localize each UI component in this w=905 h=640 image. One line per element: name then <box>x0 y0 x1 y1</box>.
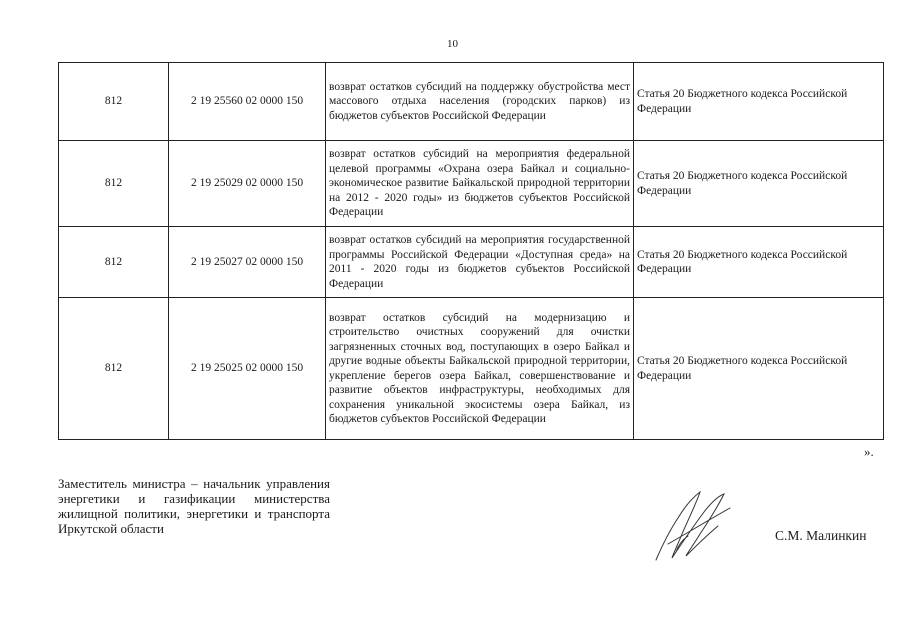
table-row <box>59 227 884 298</box>
legal-basis-cell: Статья 20 Бюджетного кодекса Российской Федерации <box>634 227 884 298</box>
signer-name: С.М. Малинкин <box>775 528 867 543</box>
admin-code-cell: 812 <box>59 298 169 440</box>
budget-code-cell: 2 19 25025 02 0000 150 <box>169 298 326 440</box>
closing-quote: ». <box>864 444 874 459</box>
admin-code-cell: 812 <box>59 141 169 227</box>
description-cell: возврат остатков субсидий на мероприятия государственной программы Российской Федерации «Доступная среда» на 2011 - 2020 годы из бюджетов субъектов Российской Федерации <box>326 227 634 298</box>
page-number: 10 <box>447 38 458 50</box>
admin-code-cell: 812 <box>59 227 169 298</box>
budget-code-cell: 2 19 25560 02 0000 150 <box>169 63 326 141</box>
description-cell: возврат остатков субсидий на поддержку обустройства мест массового отдыха населения (городских парков) из бюджетов субъектов Российской Федерации <box>326 63 634 141</box>
budget-code-cell: 2 19 25027 02 0000 150 <box>169 227 326 298</box>
description-cell: возврат остатков субсидий на мероприятия федеральной целевой программы «Охрана озера Байкал и социально-экономическое развитие Байкальской природной территории на 2012 - 2020 годы» из бюджетов субъектов Российской Федерации <box>326 141 634 227</box>
budget-code-cell: 2 19 25029 02 0000 150 <box>169 141 326 227</box>
description-cell: возврат остатков субсидий на модернизацию и строительство очистных сооружений для очистки загрязненных сточных вод, поступающих в озеро Байкал и другие водные объекты Байкальской природной территории, укрепление берегов озера Байкал, совершенствование и развитие объектов инфраструктуры, необходимых для сохранения уникальной экосистемы озера Байкал, из бюджетов субъектов Российской Федерации <box>326 298 634 440</box>
legal-basis-cell: Статья 20 Бюджетного кодекса Российской Федерации <box>634 63 884 141</box>
budget-code-table <box>58 62 884 440</box>
signer-title: Заместитель министра – начальник управления энергетики и газификации министерства жилищной политики, энергетики и транспорта Иркутской области <box>58 476 330 536</box>
table-row <box>59 63 884 141</box>
admin-code-cell: 812 <box>59 63 169 141</box>
legal-basis-cell: Статья 20 Бюджетного кодекса Российской Федерации <box>634 141 884 227</box>
table-row <box>59 141 884 227</box>
handwritten-signature <box>648 486 738 566</box>
table-row <box>59 298 884 440</box>
legal-basis-cell: Статья 20 Бюджетного кодекса Российской Федерации <box>634 298 884 440</box>
